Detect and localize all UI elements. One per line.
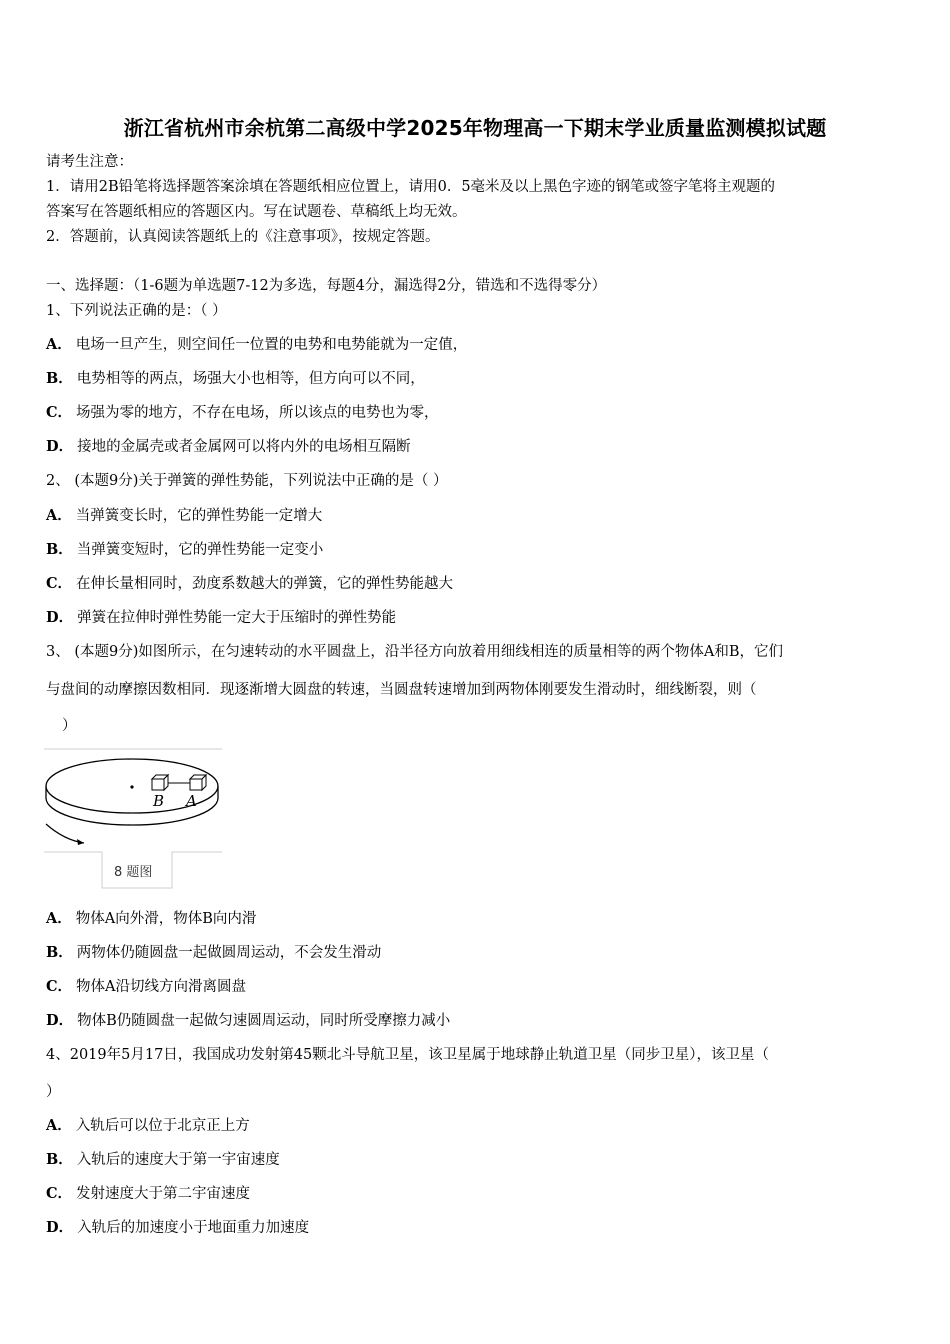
question-4-option-a xyxy=(46,1116,250,1136)
question-3-option-a xyxy=(46,909,256,929)
option-letter: B． xyxy=(46,541,73,558)
option-letter: C． xyxy=(46,1185,73,1202)
option-text: 电势相等的两点，场强大小也相等，但方向可以不同， xyxy=(76,371,425,387)
option-text: 电场一旦产生，则空间任一位置的电势和电势能就为一定值， xyxy=(75,337,468,353)
option-letter: D． xyxy=(46,1012,74,1029)
section-heading: 一、选择题：（1-6题为单选题7-12为多选，每题4分，漏选得2分，错选和不选得零分） xyxy=(46,278,607,294)
option-letter: C． xyxy=(46,404,73,421)
option-letter: B． xyxy=(46,944,73,961)
question-2-option-a xyxy=(46,506,322,526)
question-1-option-d xyxy=(46,437,411,457)
block-b xyxy=(152,775,168,790)
option-text: 当弹簧变短时，它的弹性势能一定变小 xyxy=(76,542,324,558)
option-text: 弹簧在拉伸时弹性势能一定大于压缩时的弹性势能 xyxy=(77,610,397,626)
label-a: A xyxy=(186,792,197,810)
option-letter: C． xyxy=(46,575,73,592)
question-4-option-d xyxy=(46,1218,309,1238)
option-text: 两物体仍随圆盘一起做圆周运动，不会发生滑动 xyxy=(76,945,382,961)
notice-item-2: 2．答题前，认真阅读答题纸上的《注意事项》，按规定答题。 xyxy=(46,229,440,245)
question-2-option-c xyxy=(46,574,453,594)
option-letter: D． xyxy=(46,438,74,455)
option-letter: B． xyxy=(46,1151,73,1168)
option-letter: D． xyxy=(46,1219,74,1236)
question-3-option-d xyxy=(46,1011,450,1031)
notice-item-1-line-2: 答案写在答题纸相应的答题区内。写在试题卷、草稿纸上均无效。 xyxy=(46,204,467,220)
question-1-stem: 1、下列说法正确的是：（ ） xyxy=(46,303,227,319)
question-1-option-b xyxy=(46,369,425,389)
option-text: 发射速度大于第二宇宙速度 xyxy=(76,1186,251,1202)
question-4-stem-line-2: ） xyxy=(46,1084,61,1100)
disk-diagram xyxy=(44,748,224,890)
option-text: 场强为零的地方，不存在电场，所以该点的电势也为零， xyxy=(76,405,439,421)
option-text: 入轨后的速度大于第一宇宙速度 xyxy=(76,1152,280,1168)
option-text: 物体B仍随圆盘一起做匀速圆周运动，同时所受摩擦力减小 xyxy=(77,1013,451,1029)
question-1-option-c xyxy=(46,403,439,423)
option-letter: A． xyxy=(46,910,72,927)
question-3-stem-line-3: ） xyxy=(62,718,77,734)
option-letter: B． xyxy=(46,370,73,387)
question-2-stem: 2、 (本题9分)关于弹簧的弹性势能，下列说法中正确的是（ ） xyxy=(46,473,448,489)
option-text: 入轨后的加速度小于地面重力加速度 xyxy=(77,1220,310,1236)
question-3-stem-line-2: 与盘间的动摩擦因数相同．现逐渐增大圆盘的转速，当圆盘转速增加到两物体刚要发生滑动时，细线断裂，则（ xyxy=(46,682,757,698)
question-3-stem-line-1: 3、 (本题9分)如图所示，在匀速转动的水平圆盘上，沿半径方向放着用细线相连的质量相等的两个物体A和B，它们 xyxy=(46,644,783,660)
label-b: B xyxy=(153,792,165,810)
rotation-arrowhead xyxy=(77,839,84,845)
option-text: 在伸长量相同时，劲度系数越大的弹簧，它的弹性势能越大 xyxy=(76,576,454,592)
question-3-option-b xyxy=(46,943,381,963)
option-text: 物体A沿切线方向滑离圆盘 xyxy=(76,979,247,995)
question-3-option-c xyxy=(46,977,246,997)
figure-caption: 8 题图 xyxy=(114,865,153,880)
notice-item-1-line-1: 1．请用2B铅笔将选择题答案涂填在答题纸相应位置上，请用0．5毫米及以上黑色字迹的钢笔或签字笔将主观题的 xyxy=(46,179,776,195)
question-1-option-a xyxy=(46,335,467,355)
option-letter: A． xyxy=(46,336,72,353)
question-2-option-d xyxy=(46,608,396,628)
page-title: 浙江省杭州市余杭第二高级中学2025年物理高一下期末学业质量监测模拟试题 xyxy=(123,116,827,140)
notice-heading: 请考生注意： xyxy=(46,154,133,170)
block-a xyxy=(190,775,206,790)
question-4-option-c xyxy=(46,1184,250,1204)
question-4-option-b xyxy=(46,1150,280,1170)
option-letter: A． xyxy=(46,507,72,524)
question-2-option-b xyxy=(46,540,323,560)
option-text: 入轨后可以位于北京正上方 xyxy=(75,1118,250,1134)
disk-center-dot xyxy=(130,785,133,788)
option-text: 接地的金属壳或者金属网可以将内外的电场相互隔断 xyxy=(77,439,411,455)
option-letter: C． xyxy=(46,978,73,995)
option-letter: A． xyxy=(46,1117,72,1134)
rotating-disk-figure xyxy=(44,748,224,890)
question-4-stem-line-1: 4、2019年5月17日，我国成功发射第45颗北斗导航卫星，该卫星属于地球静止轨道卫星（同步卫星），该卫星（ xyxy=(46,1047,769,1063)
option-letter: D． xyxy=(46,609,74,626)
option-text: 物体A向外滑，物体B向内滑 xyxy=(75,911,257,927)
option-text: 当弹簧变长时，它的弹性势能一定增大 xyxy=(75,508,323,524)
